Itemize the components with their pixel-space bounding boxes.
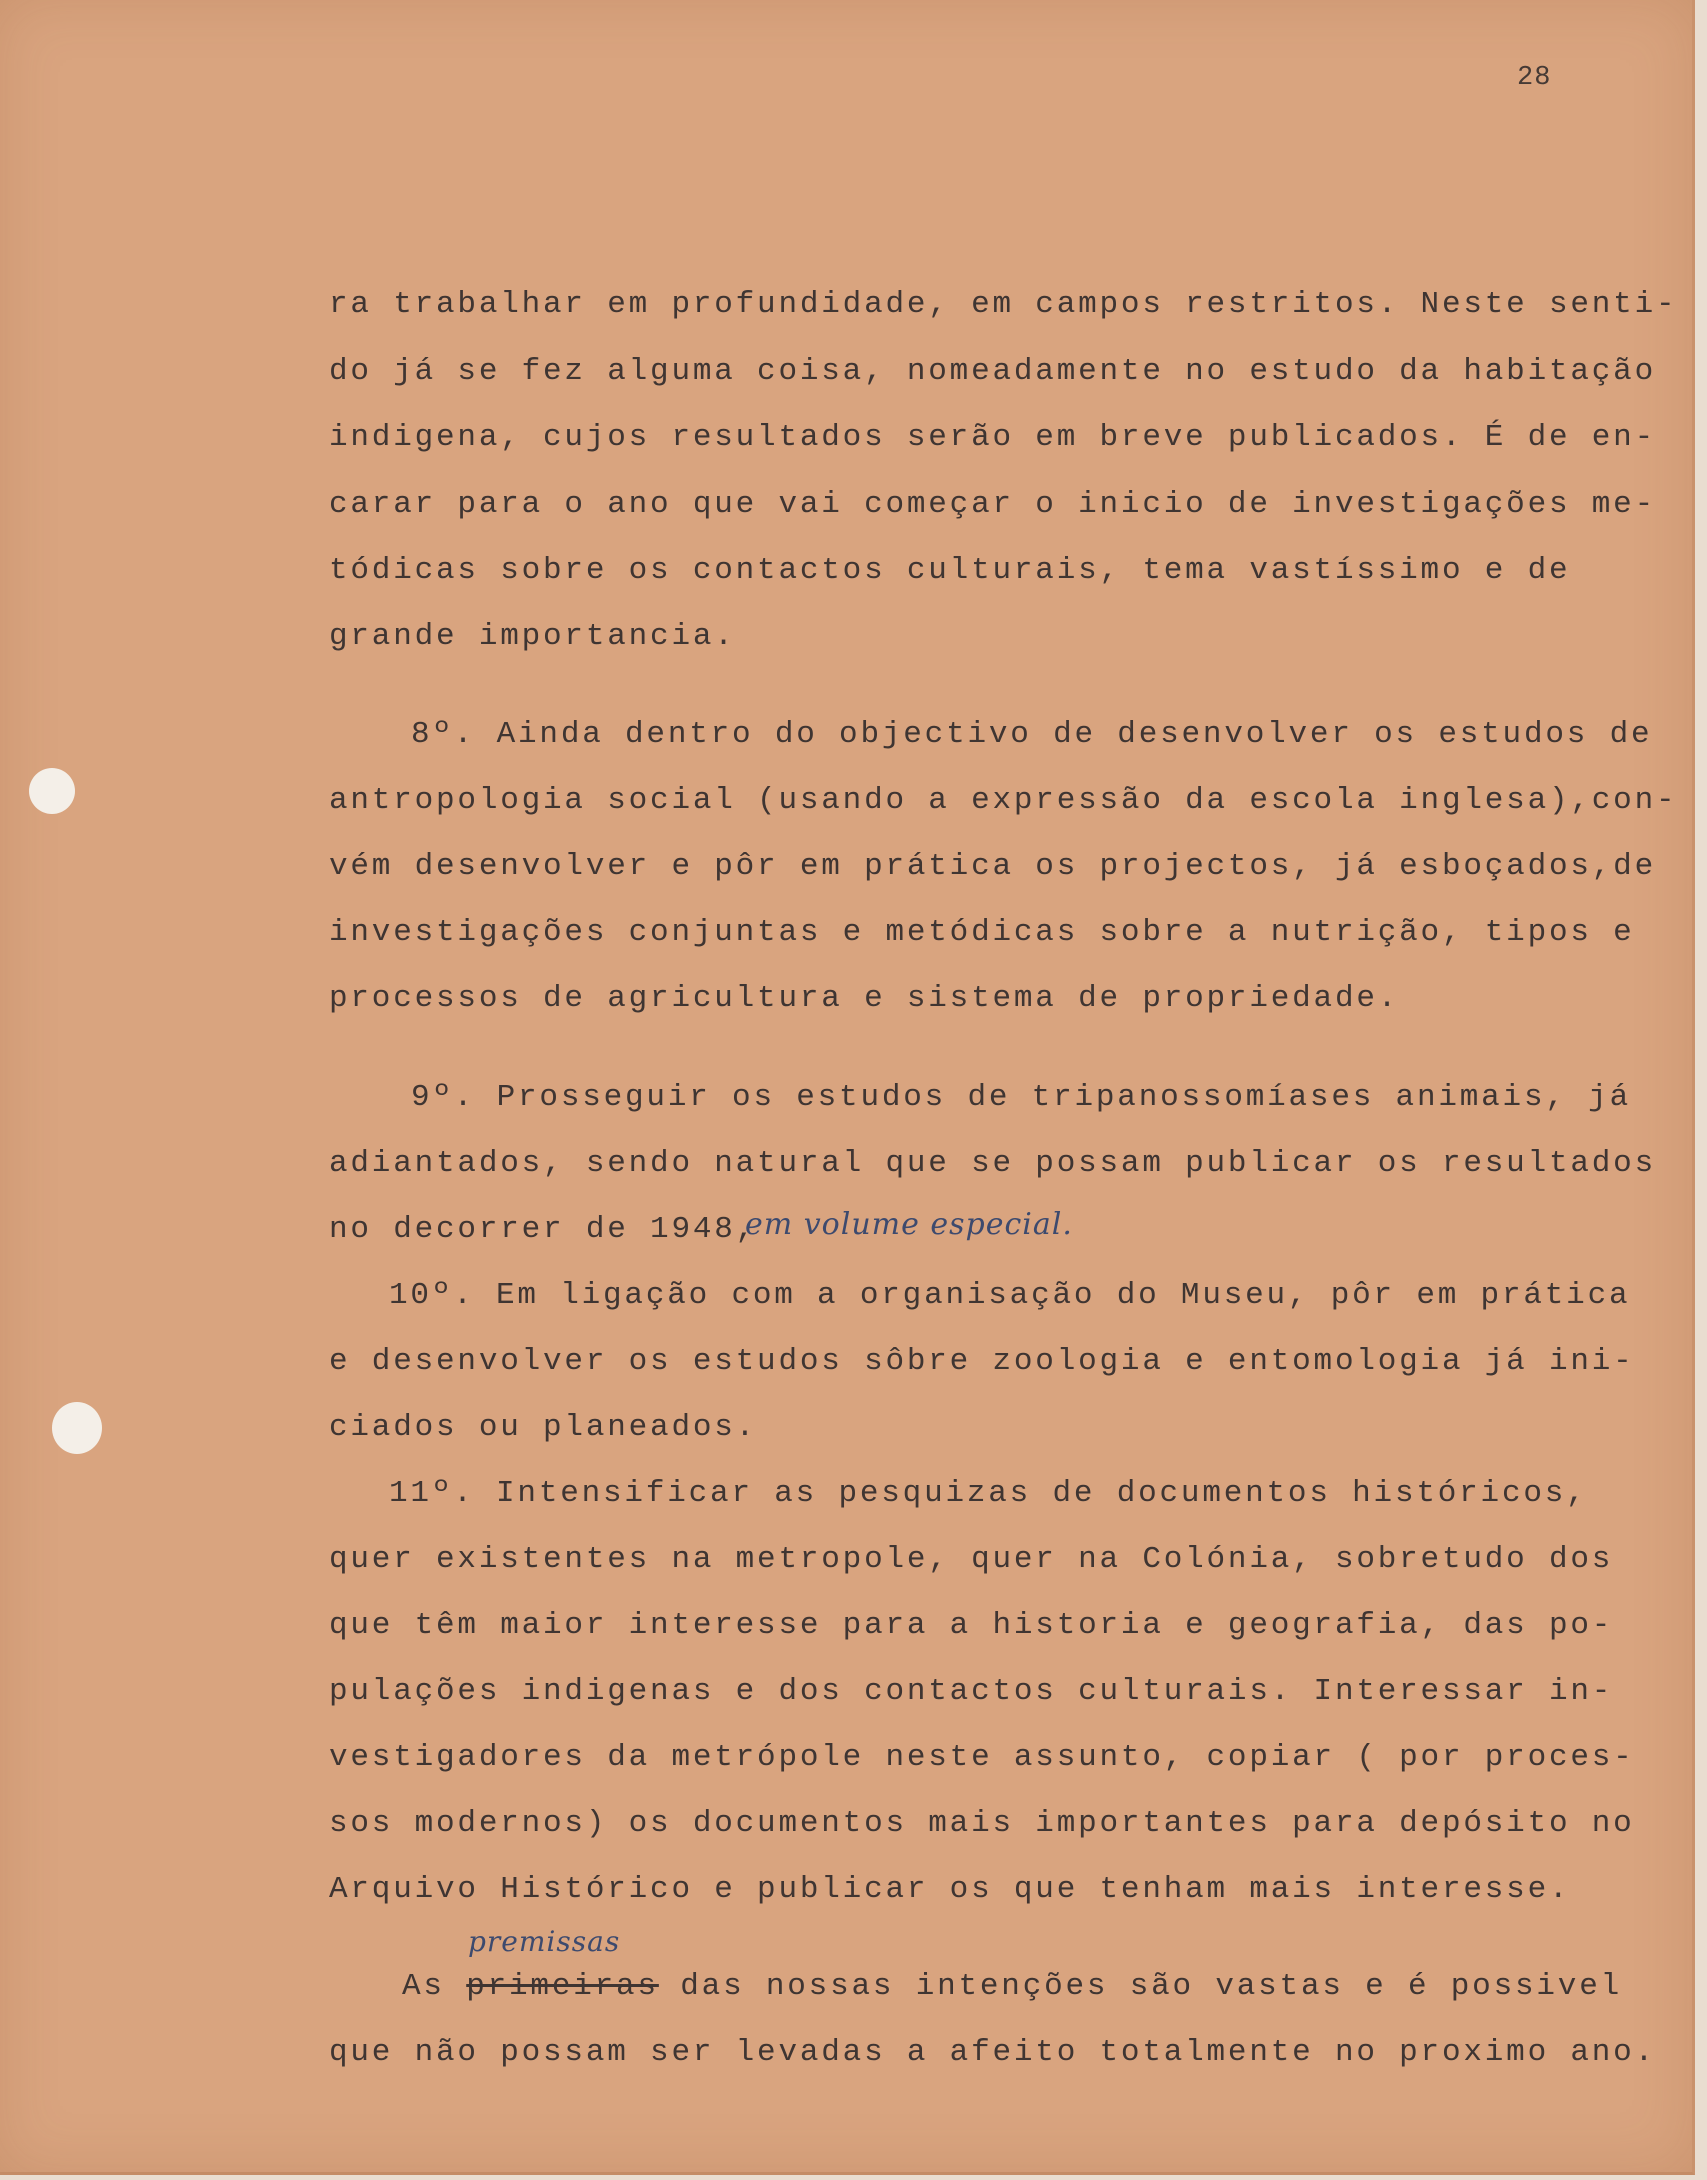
text-line: ciados ou planeados.	[329, 1410, 758, 1445]
handwritten-addition: em volume especial.	[745, 1207, 1073, 1242]
text-line: sos modernos) os documentos mais importantes para depósito no	[329, 1806, 1635, 1841]
text-line: antropologia social (usando a expressão da escola inglesa),con-	[329, 783, 1678, 818]
text-fragment: das nossas intenções são vastas e é possivel	[680, 1969, 1622, 2004]
text-line: no decorrer de 1948,	[329, 1212, 758, 1247]
page-number: 28	[1517, 63, 1552, 93]
text-line: pulações indigenas e dos contactos culturais. Interessar in-	[329, 1674, 1614, 1709]
item-9-first-line: 9º. Prosseguir os estudos de tripanossomíases animais, já	[411, 1080, 1631, 1115]
struck-word: primeiras	[466, 1969, 659, 2004]
handwritten-correction: premissas	[468, 1925, 621, 1958]
text-line: vestigadores da metrópole neste assunto, copiar ( por proces-	[329, 1740, 1635, 1775]
final-first-line	[402, 1969, 1622, 2004]
text-line: quer existentes na metropole, quer na Colónia, sobretudo dos	[329, 1542, 1614, 1577]
text-line: que não possam ser levadas a afeito totalmente no proximo ano.	[329, 2035, 1656, 2070]
punch-hole	[52, 1402, 102, 1454]
text-line: e desenvolver os estudos sôbre zoologia e entomologia já ini-	[329, 1344, 1635, 1379]
item-10-first-line: 10º. Em ligação com a organisação do Museu, pôr em prática	[389, 1278, 1631, 1313]
text-line: do já se fez alguma coisa, nomeadamente no estudo da habitação	[329, 354, 1656, 389]
item-11-first-line: 11º. Intensificar as pesquizas de documentos históricos,	[389, 1476, 1588, 1511]
text-line: Arquivo Histórico e publicar os que tenham mais interesse.	[329, 1872, 1571, 1907]
text-line: investigações conjuntas e metódicas sobre a nutrição, tipos e	[329, 915, 1635, 950]
text-line: indigena, cujos resultados serão em breve publicados. É de en-	[329, 420, 1656, 455]
text-line: adiantados, sendo natural que se possam publicar os resultados	[329, 1146, 1656, 1181]
text-line: carar para o ano que vai começar o inicio de investigações me-	[329, 487, 1656, 522]
punch-hole	[29, 768, 75, 814]
text-line: processos de agricultura e sistema de propriedade.	[329, 981, 1400, 1016]
text-line: vém desenvolver e pôr em prática os projectos, já esboçados,de	[329, 849, 1656, 884]
text-line: ra trabalhar em profundidade, em campos restritos. Neste senti-	[329, 287, 1678, 322]
text-line: grande importancia.	[329, 619, 736, 654]
text-line: que têm maior interesse para a historia e geografia, das po-	[329, 1608, 1614, 1643]
item-8-first-line: 8º. Ainda dentro do objectivo de desenvolver os estudos de	[411, 717, 1653, 752]
text-line: tódicas sobre os contactos culturais, tema vastíssimo e de	[329, 553, 1571, 588]
text-fragment: As	[402, 1969, 445, 2004]
